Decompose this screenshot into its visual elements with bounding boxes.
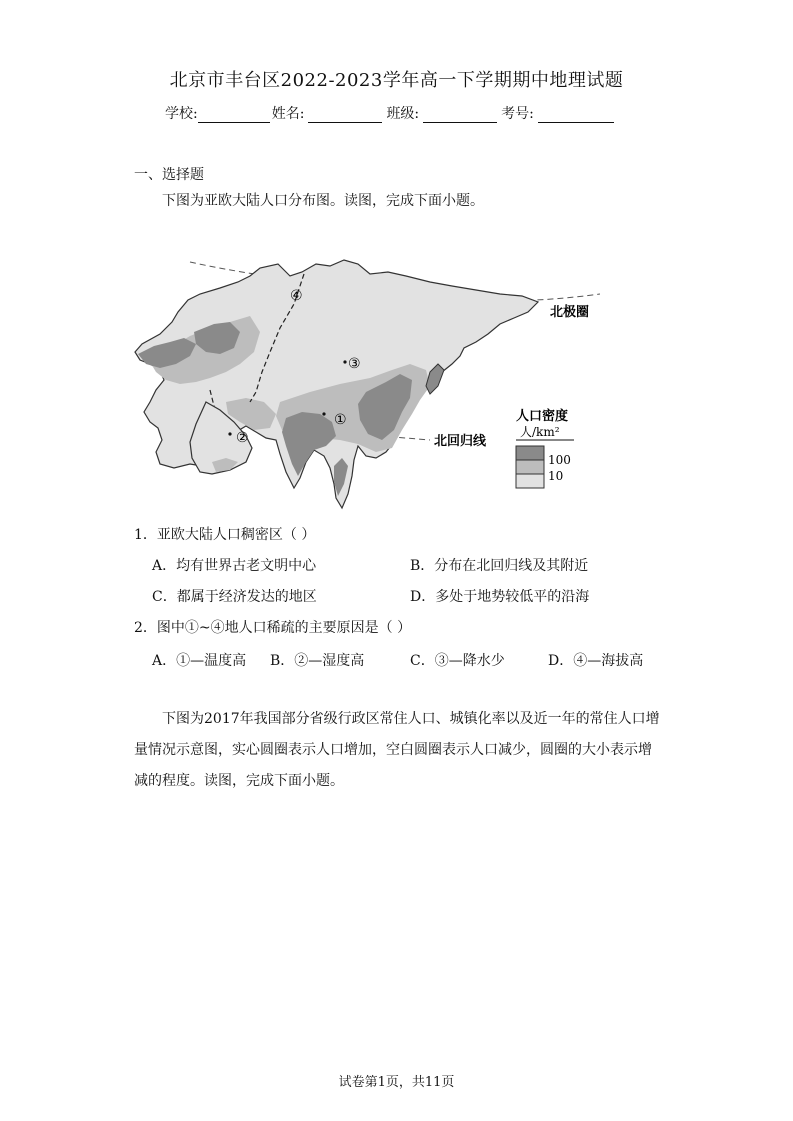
q1-option-a[interactable]: A．均有世界古老文明中心: [152, 558, 317, 574]
tropic-label: 北回归线: [434, 434, 487, 449]
page-title: 北京市丰台区2022-2023学年高一下学期期中地理试题: [169, 70, 624, 91]
q2-option-c[interactable]: C．③—降水少: [410, 653, 505, 669]
eurasia-population-map: [130, 252, 600, 514]
q2-option-b[interactable]: B．②—湿度高: [270, 653, 365, 669]
marker-2-label: ②: [236, 430, 249, 446]
legend-title: 人口密度: [516, 409, 569, 424]
legend-swatch-sparse: [516, 474, 544, 488]
class-blank[interactable]: [423, 108, 497, 123]
legend-value-100: 100: [548, 453, 571, 467]
intro-paragraph-2: 下图为2017年我国部分省级行政区常住人口、城镇化率以及近一年的常住人口增量情况示意图，实心圆圈表示人口增加，空白圆圈表示人口减少，圆圈的大小表示增减的程度。读图，完成下面小题。: [134, 711, 660, 789]
class-field[interactable]: [384, 103, 499, 123]
exam-no-field[interactable]: [499, 103, 616, 123]
q2-option-d[interactable]: D．④—海拔高: [548, 653, 644, 669]
question-1-stem: 1．亚欧大陆人口稠密区（ ）: [134, 527, 316, 543]
section-title: 一、选择题: [134, 167, 204, 183]
q1-option-b[interactable]: B．分布在北回归线及其附近: [410, 558, 589, 574]
marker-1-label: ①: [334, 412, 347, 428]
school-field[interactable]: [165, 103, 272, 123]
name-blank[interactable]: [308, 108, 382, 123]
marker-3-dot: [343, 360, 346, 363]
school-label: 学校:: [165, 106, 198, 122]
q1-option-c[interactable]: C．都属于经济发达的地区: [152, 589, 317, 605]
marker-2-dot: [228, 432, 231, 435]
q1-option-d[interactable]: D．多处于地势较低平的沿海: [410, 589, 590, 605]
student-info-fields: [165, 103, 616, 123]
legend-swatch-dense: [516, 446, 544, 460]
section-intro: 下图为亚欧大陆人口分布图。读图，完成下面小题。: [162, 193, 484, 209]
exam-no-label: 考号:: [501, 106, 534, 122]
question-2-stem: 2．图中①~④地人口稀疏的主要原因是（ ）: [134, 620, 412, 636]
class-label: 班级:: [386, 106, 420, 122]
legend-unit: 人/km²: [520, 425, 560, 439]
marker-1-dot: [322, 412, 325, 415]
name-label: 姓名:: [271, 106, 305, 122]
arctic-circle-label: 北极圈: [550, 305, 590, 320]
marker-4-label: ④: [290, 288, 303, 304]
marker-3-label: ③: [348, 356, 361, 372]
exam-no-blank[interactable]: [538, 108, 614, 123]
legend-swatch-medium: [516, 460, 544, 474]
name-field[interactable]: [272, 103, 385, 123]
legend-value-10: 10: [548, 469, 564, 483]
page-footer: 试卷第1页，共11页: [338, 1075, 455, 1090]
q2-option-a[interactable]: A．①—温度高: [152, 653, 247, 669]
school-blank[interactable]: [198, 108, 270, 123]
